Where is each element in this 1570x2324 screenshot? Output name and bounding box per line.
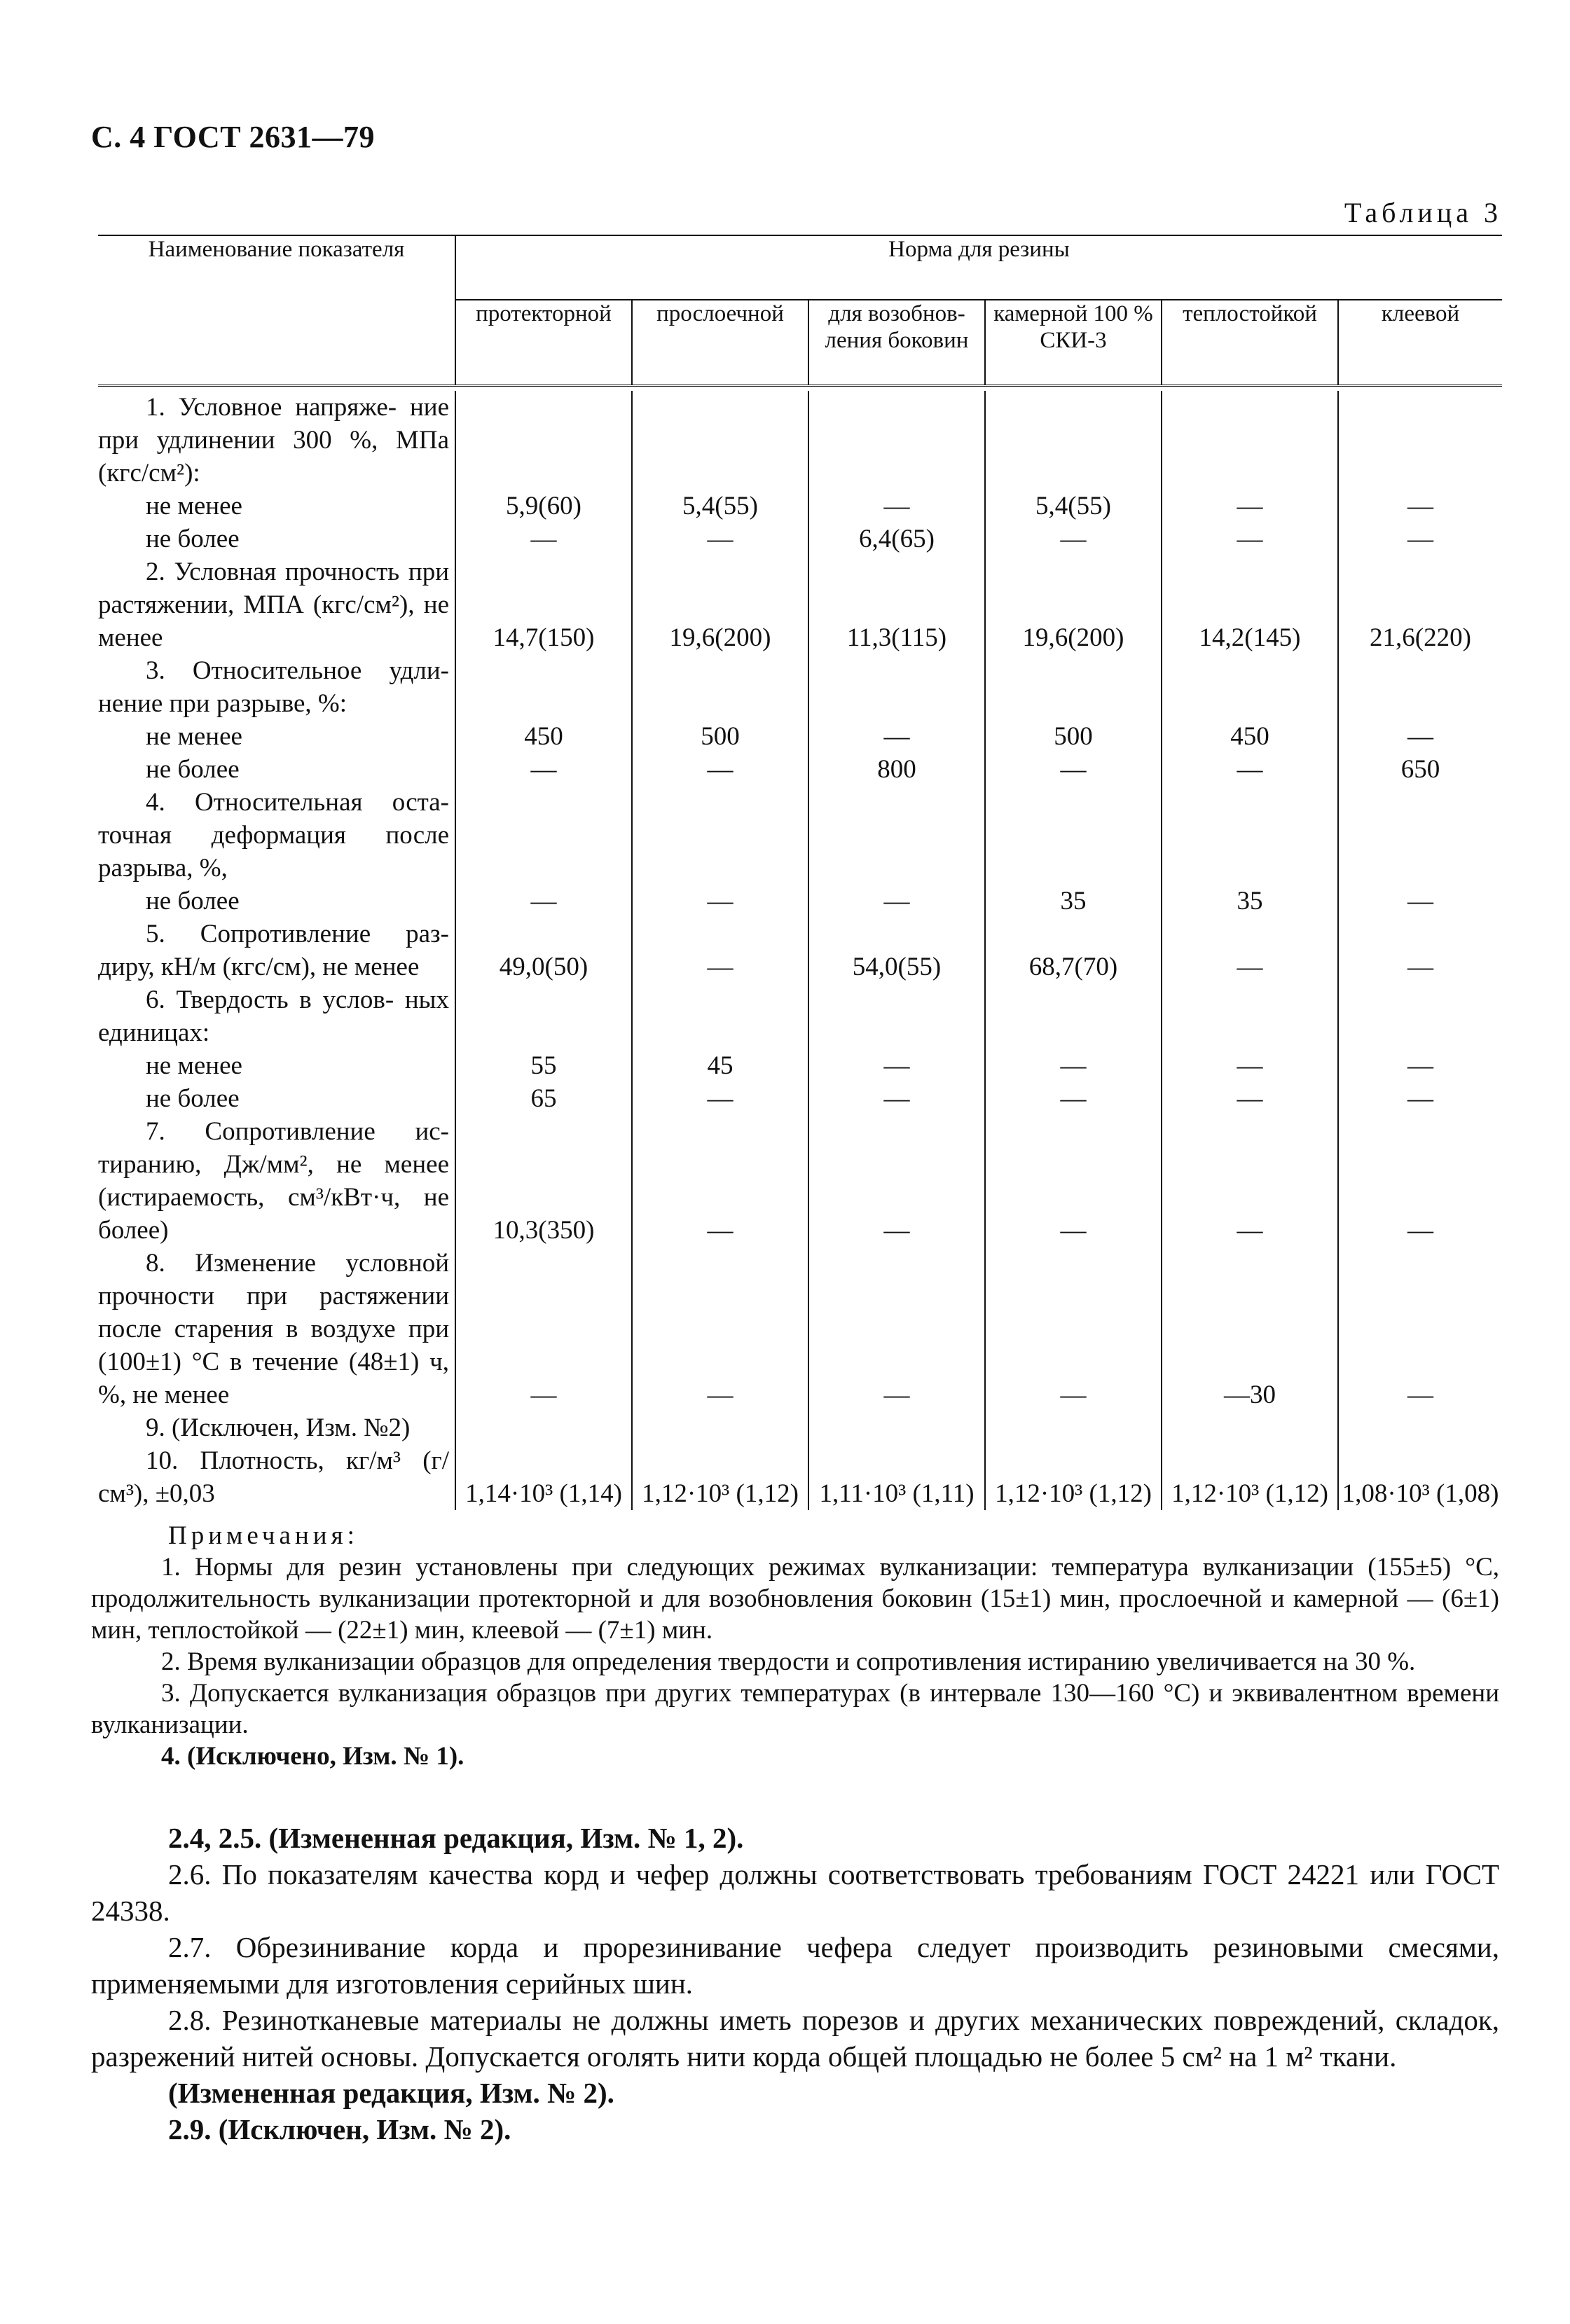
- row-label-text: 2. Условная прочность при растяжении, МПА (кгс/см²), не менее: [98, 558, 449, 652]
- row-label: [98, 983, 455, 1049]
- row-label-text: 8. Изменение условной прочности при растяжении после старения в воздухе при (100±1) °С в течение (48±1) ч, %, не менее: [98, 1249, 449, 1409]
- row-value: [1338, 983, 1502, 1049]
- row-value: —: [985, 1049, 1162, 1082]
- table-row: [98, 918, 1502, 983]
- row-label-text: 10. Плотность, кг/м³ (г/см³), ±0,03: [98, 1446, 449, 1508]
- row-label: [98, 391, 455, 490]
- table-row: [98, 1444, 1502, 1510]
- row-value: —: [1407, 1381, 1433, 1409]
- row-value: 1,12·10³ (1,12): [985, 1444, 1162, 1510]
- table-row: [98, 1115, 1502, 1247]
- row-label: [98, 654, 455, 720]
- row-value: 49,0(50): [455, 918, 632, 983]
- row-value: —: [808, 1049, 985, 1082]
- row-value: —: [1407, 1051, 1433, 1080]
- row-value: —: [808, 490, 985, 523]
- row-value: 800: [808, 753, 985, 786]
- row-label: [98, 720, 455, 753]
- row-value: 1,12·10³ (1,12): [632, 1444, 808, 1510]
- row-value: [455, 654, 632, 720]
- row-value: —: [1162, 753, 1338, 786]
- row-value: [985, 983, 1162, 1049]
- row-value: —: [632, 1247, 808, 1411]
- table-caption: Таблица 3: [1344, 197, 1502, 228]
- row-value: [808, 654, 985, 720]
- row-value: 55: [455, 1049, 632, 1082]
- row-value: 21,6(220): [1370, 623, 1471, 652]
- table-row: [98, 1049, 1502, 1082]
- row-value: —: [808, 1115, 985, 1247]
- paragraph: 2.8. Резинотканевые материалы не должны иметь порезов и других механических повреждений, складок, разрежений нитей основы. Допускается оголять нити корда общей площадью не более 5 см² на 1 м² ткани.: [91, 2004, 1499, 2073]
- row-value: [985, 786, 1162, 885]
- table-body: [98, 391, 1502, 1510]
- row-value: —: [808, 1247, 985, 1411]
- paragraph: 2.9. (Исключен, Изм. № 2).: [168, 2113, 511, 2145]
- row-value: 14,2(145): [1162, 555, 1338, 654]
- row-value: —: [1162, 523, 1338, 555]
- notes-title: Примечания:: [168, 1521, 359, 1550]
- row-label: [98, 1115, 455, 1247]
- row-value: [632, 1411, 808, 1444]
- row-value: —: [455, 523, 632, 555]
- row-label-text: не более: [146, 755, 240, 784]
- row-value: [1162, 983, 1338, 1049]
- row-value: [1338, 1411, 1502, 1444]
- header-col: теплостойкой: [1162, 300, 1338, 386]
- row-value: [632, 391, 808, 490]
- row-value: —: [455, 1247, 632, 1411]
- table-row: [98, 490, 1502, 523]
- row-value: —: [632, 523, 808, 555]
- table-row: [98, 753, 1502, 786]
- row-label-text: не более: [146, 1084, 240, 1113]
- row-value: 19,6(200): [632, 555, 808, 654]
- table-row: [98, 654, 1502, 720]
- row-label: [98, 490, 455, 523]
- row-label: [98, 1411, 455, 1444]
- row-value: —30: [1162, 1247, 1338, 1411]
- row-value: [1162, 654, 1338, 720]
- row-value: [455, 786, 632, 885]
- row-value: —: [985, 753, 1162, 786]
- row-label-text: 7. Сопротивление ис- тиранию, Дж/мм², не менее (истираемость, см³/кВт·ч, не более): [98, 1117, 449, 1245]
- table-row: [98, 983, 1502, 1049]
- row-value: 11,3(115): [808, 555, 985, 654]
- row-value: 10,3(350): [455, 1115, 632, 1247]
- row-label-text: не более: [146, 525, 240, 553]
- row-label: [98, 1049, 455, 1082]
- row-value: 5,4(55): [985, 490, 1162, 523]
- header-col: прослоечной: [632, 300, 808, 386]
- spec-table: [98, 235, 1502, 1510]
- row-label: [98, 1082, 455, 1115]
- row-value: —: [1407, 953, 1433, 981]
- row-value: —: [455, 753, 632, 786]
- row-label-text: 9. (Исключен, Изм. №2): [146, 1413, 411, 1442]
- row-value: —: [1162, 1049, 1338, 1082]
- row-value: —: [1407, 722, 1433, 751]
- row-value: 1,08·10³ (1,08): [1342, 1479, 1499, 1508]
- row-label-text: не более: [146, 887, 240, 915]
- row-value: 68,7(70): [985, 918, 1162, 983]
- row-value: [632, 983, 808, 1049]
- table-row: [98, 1082, 1502, 1115]
- row-value: —: [985, 1247, 1162, 1411]
- row-value: 450: [455, 720, 632, 753]
- row-label: [98, 555, 455, 654]
- running-head: С. 4 ГОСТ 2631—79: [91, 120, 376, 154]
- note-item: 2. Время вулканизации образцов для определения твердости и сопротивления истиранию увеличивается на 30 %.: [161, 1647, 1416, 1676]
- row-value: —: [632, 1082, 808, 1115]
- table-row: [98, 1247, 1502, 1411]
- row-value: [632, 786, 808, 885]
- row-value: 14,7(150): [455, 555, 632, 654]
- row-value: —: [1162, 918, 1338, 983]
- row-value: 65: [455, 1082, 632, 1115]
- note-item: 4. (Исключено, Изм. № 1).: [161, 1742, 464, 1771]
- header-group: Норма для резины: [455, 235, 1502, 300]
- row-value: 1,11·10³ (1,11): [808, 1444, 985, 1510]
- row-value: 450: [1162, 720, 1338, 753]
- row-value: [455, 391, 632, 490]
- paragraph: 2.7. Обрезинивание корда и прорезинивание чефера следует производить резиновыми смесями, применяемыми для изготовления серийных шин.: [91, 1931, 1499, 2000]
- row-value: 5,4(55): [632, 490, 808, 523]
- row-value: —: [455, 885, 632, 918]
- row-label: [98, 1444, 455, 1510]
- note-item: 3. Допускается вулканизация образцов при других температурах (в интервале 130—160 °С) и эквивалентном времени вулканизации.: [91, 1679, 1499, 1739]
- row-label-text: 3. Относительное удли- нение при разрыве, %:: [98, 656, 449, 718]
- row-value: 1,14·10³ (1,14): [455, 1444, 632, 1510]
- row-value: 650: [1400, 755, 1440, 784]
- notes: [91, 1520, 1499, 1772]
- row-value: [1338, 654, 1502, 720]
- row-value: —: [808, 1082, 985, 1115]
- row-label: [98, 885, 455, 918]
- row-value: 45: [632, 1049, 808, 1082]
- table-row: [98, 885, 1502, 918]
- row-value: —: [1407, 1216, 1433, 1245]
- row-value: —: [985, 523, 1162, 555]
- row-value: —: [632, 753, 808, 786]
- table-row: [98, 786, 1502, 885]
- row-value: 6,4(65): [808, 523, 985, 555]
- row-value: —: [1407, 492, 1433, 520]
- row-value: —: [1407, 887, 1433, 915]
- row-value: —: [632, 1115, 808, 1247]
- row-value: [1162, 1411, 1338, 1444]
- row-value: [1162, 786, 1338, 885]
- row-label-text: не менее: [146, 492, 242, 520]
- row-value: [632, 654, 808, 720]
- paragraph: 2.4, 2.5. (Измененная редакция, Изм. № 1, 2).: [168, 1822, 744, 1854]
- row-value: —: [1162, 1082, 1338, 1115]
- row-value: [808, 1411, 985, 1444]
- row-value: [1338, 391, 1502, 490]
- note-item: 1. Нормы для резин установлены при следующих режимах вулканизации: температура вулканизации (155±5) °С, продолжительность вулканизации протекторной и для возобновления боковин (15±1) мин, прослоечной и камерной — (6±1) мин, теплостойкой — (22±1) мин, клеевой — (7±1) мин.: [91, 1553, 1499, 1645]
- row-label-text: 1. Условное напряже- ние при удлинении 300 %, МПа (кгс/см²):: [98, 393, 449, 487]
- row-value: [985, 654, 1162, 720]
- row-label-text: не менее: [146, 722, 242, 751]
- header-col: для возобнов- ления боковин: [808, 300, 985, 386]
- table-row: [98, 523, 1502, 555]
- body-text: [91, 1820, 1499, 2147]
- row-label-text: 4. Относительная оста- точная деформация после разрыва, %,: [98, 788, 449, 883]
- row-value: 54,0(55): [808, 918, 985, 983]
- row-label-text: 6. Твердость в услов- ных единицах:: [98, 985, 449, 1047]
- header-indicator: Наименование показателя: [98, 235, 455, 386]
- header-col: клеевой: [1381, 301, 1460, 326]
- row-value: [985, 1411, 1162, 1444]
- row-value: —: [632, 885, 808, 918]
- row-value: —: [1162, 1115, 1338, 1247]
- row-value: —: [1407, 1084, 1433, 1113]
- row-value: 35: [985, 885, 1162, 918]
- row-value: —: [985, 1115, 1162, 1247]
- table-row: [98, 1411, 1502, 1444]
- row-value: [808, 983, 985, 1049]
- row-value: [1338, 786, 1502, 885]
- row-label-text: не менее: [146, 1051, 242, 1080]
- row-value: 500: [985, 720, 1162, 753]
- row-value: 1,12·10³ (1,12): [1162, 1444, 1338, 1510]
- paragraph: (Измененная редакция, Изм. № 2).: [168, 2077, 614, 2109]
- header-col: камерной 100 % СКИ-3: [985, 300, 1162, 386]
- row-label-text: 5. Сопротивление раз- диру, кН/м (кгс/см), не менее: [98, 920, 449, 981]
- row-value: [808, 391, 985, 490]
- row-value: [808, 786, 985, 885]
- row-label: [98, 753, 455, 786]
- row-value: —: [985, 1082, 1162, 1115]
- row-label: [98, 918, 455, 983]
- row-value: 5,9(60): [455, 490, 632, 523]
- row-value: 500: [632, 720, 808, 753]
- row-value: [455, 1411, 632, 1444]
- row-value: —: [632, 918, 808, 983]
- table-row: [98, 720, 1502, 753]
- row-value: [455, 983, 632, 1049]
- row-value: —: [1407, 525, 1433, 553]
- row-value: —: [1162, 490, 1338, 523]
- row-value: [985, 391, 1162, 490]
- row-value: —: [808, 885, 985, 918]
- row-label: [98, 786, 455, 885]
- row-label: [98, 523, 455, 555]
- row-value: 35: [1162, 885, 1338, 918]
- row-value: 19,6(200): [985, 555, 1162, 654]
- table-row: [98, 555, 1502, 654]
- row-value: [1162, 391, 1338, 490]
- row-label: [98, 1247, 455, 1411]
- header-col: протекторной: [455, 300, 632, 386]
- paragraph: 2.6. По показателям качества корд и чефер должны соответствовать требованиям ГОСТ 24221 или ГОСТ 24338.: [91, 1858, 1499, 1927]
- row-value: —: [808, 720, 985, 753]
- table-row: [98, 391, 1502, 490]
